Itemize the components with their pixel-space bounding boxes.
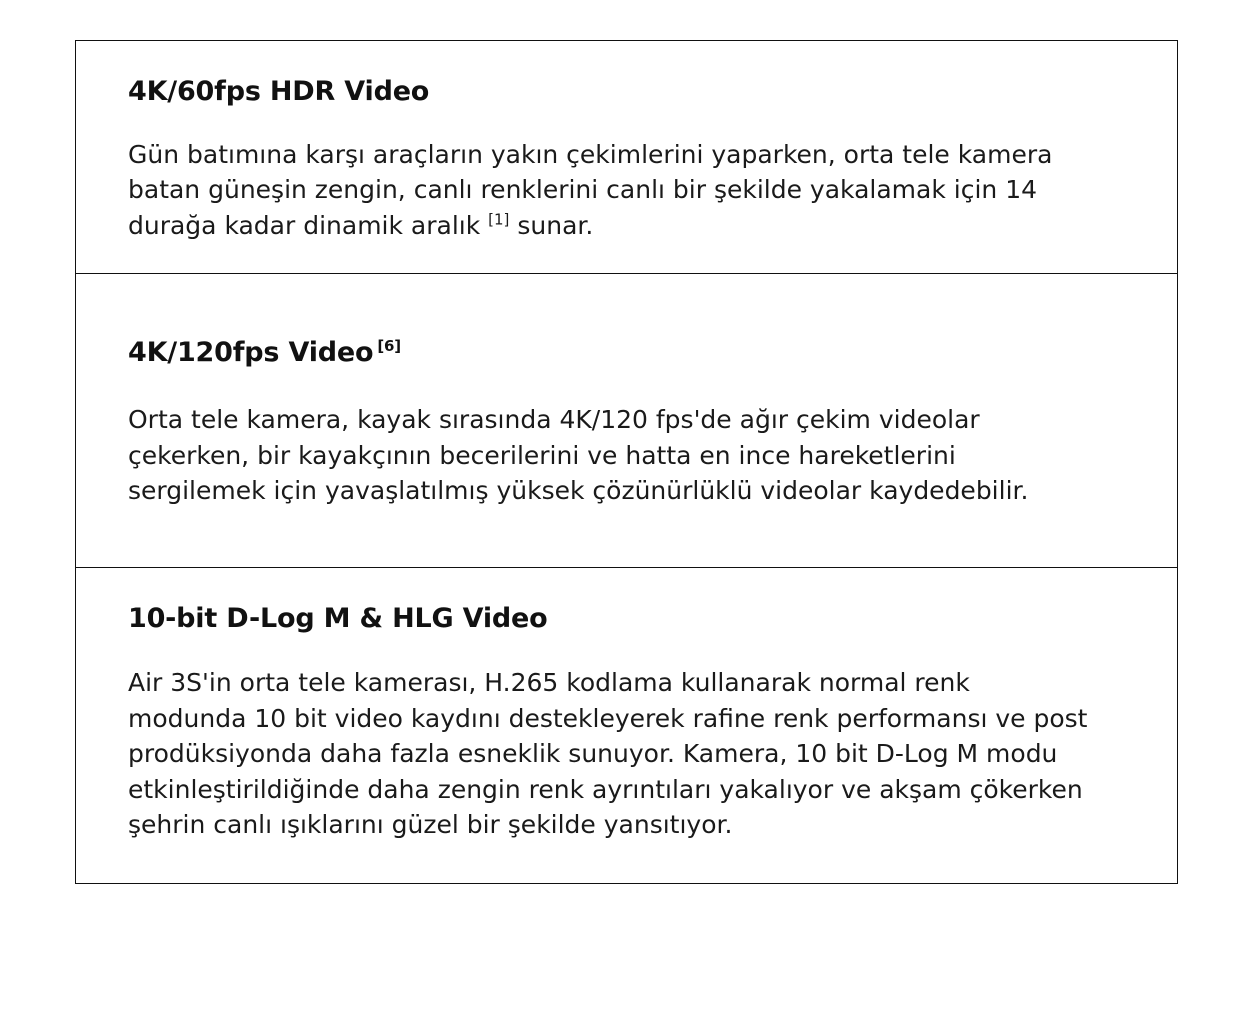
feature-section-hdr-video xyxy=(76,41,1177,274)
section-body-text: Orta tele kamera, kayak sırasında 4K/120 fps'de ağır çekim videolar çekerken, bir kayakçının becerilerini ve hatta en ince hareketlerini sergilemek için yavaşlatılmış yüksek çözünürlüklü videolar kaydedebilir. xyxy=(128,405,1029,505)
feature-panel-stack xyxy=(75,40,1178,884)
feature-section-dlog-hlg-video xyxy=(76,568,1177,883)
section-title-text: 10-bit D-Log M & HLG Video xyxy=(128,602,548,634)
section-body-text: Gün batımına karşı araçların yakın çekimlerini yaparken, orta tele kamera batan güneşin zengin, canlı renklerini canlı bir şekilde yakalamak için 14 durağa kadar dinamik aralık xyxy=(128,139,1053,240)
section-title xyxy=(128,602,1125,636)
section-title xyxy=(128,75,1125,109)
section-body-text: Air 3S'in orta tele kamerası, H.265 kodlama kullanarak normal renk modunda 10 bit video kaydını destekleyerek rafine renk performansı ve post prodüksiyonda daha fazla esneklik sunuyor. Kamera, 10 bit D-Log M modu etkinleştirildiğinde daha zengin renk ayrıntıları yakalıyor ve akşam çökerken şehrin canlı ışıklarını güzel bir şekilde yansıtıyor. xyxy=(128,668,1088,840)
section-body-reference: [1] xyxy=(488,210,510,229)
section-body xyxy=(128,665,1088,843)
section-body xyxy=(128,137,1113,244)
section-body-text-tail: sunar. xyxy=(509,210,594,240)
section-title-superscript: [6] xyxy=(377,337,401,356)
section-body xyxy=(128,402,1048,509)
section-title xyxy=(128,336,1125,370)
section-title-text: 4K/60fps HDR Video xyxy=(128,76,430,107)
feature-section-120fps-video xyxy=(76,274,1177,567)
section-title-text: 4K/120fps Video xyxy=(128,337,374,369)
